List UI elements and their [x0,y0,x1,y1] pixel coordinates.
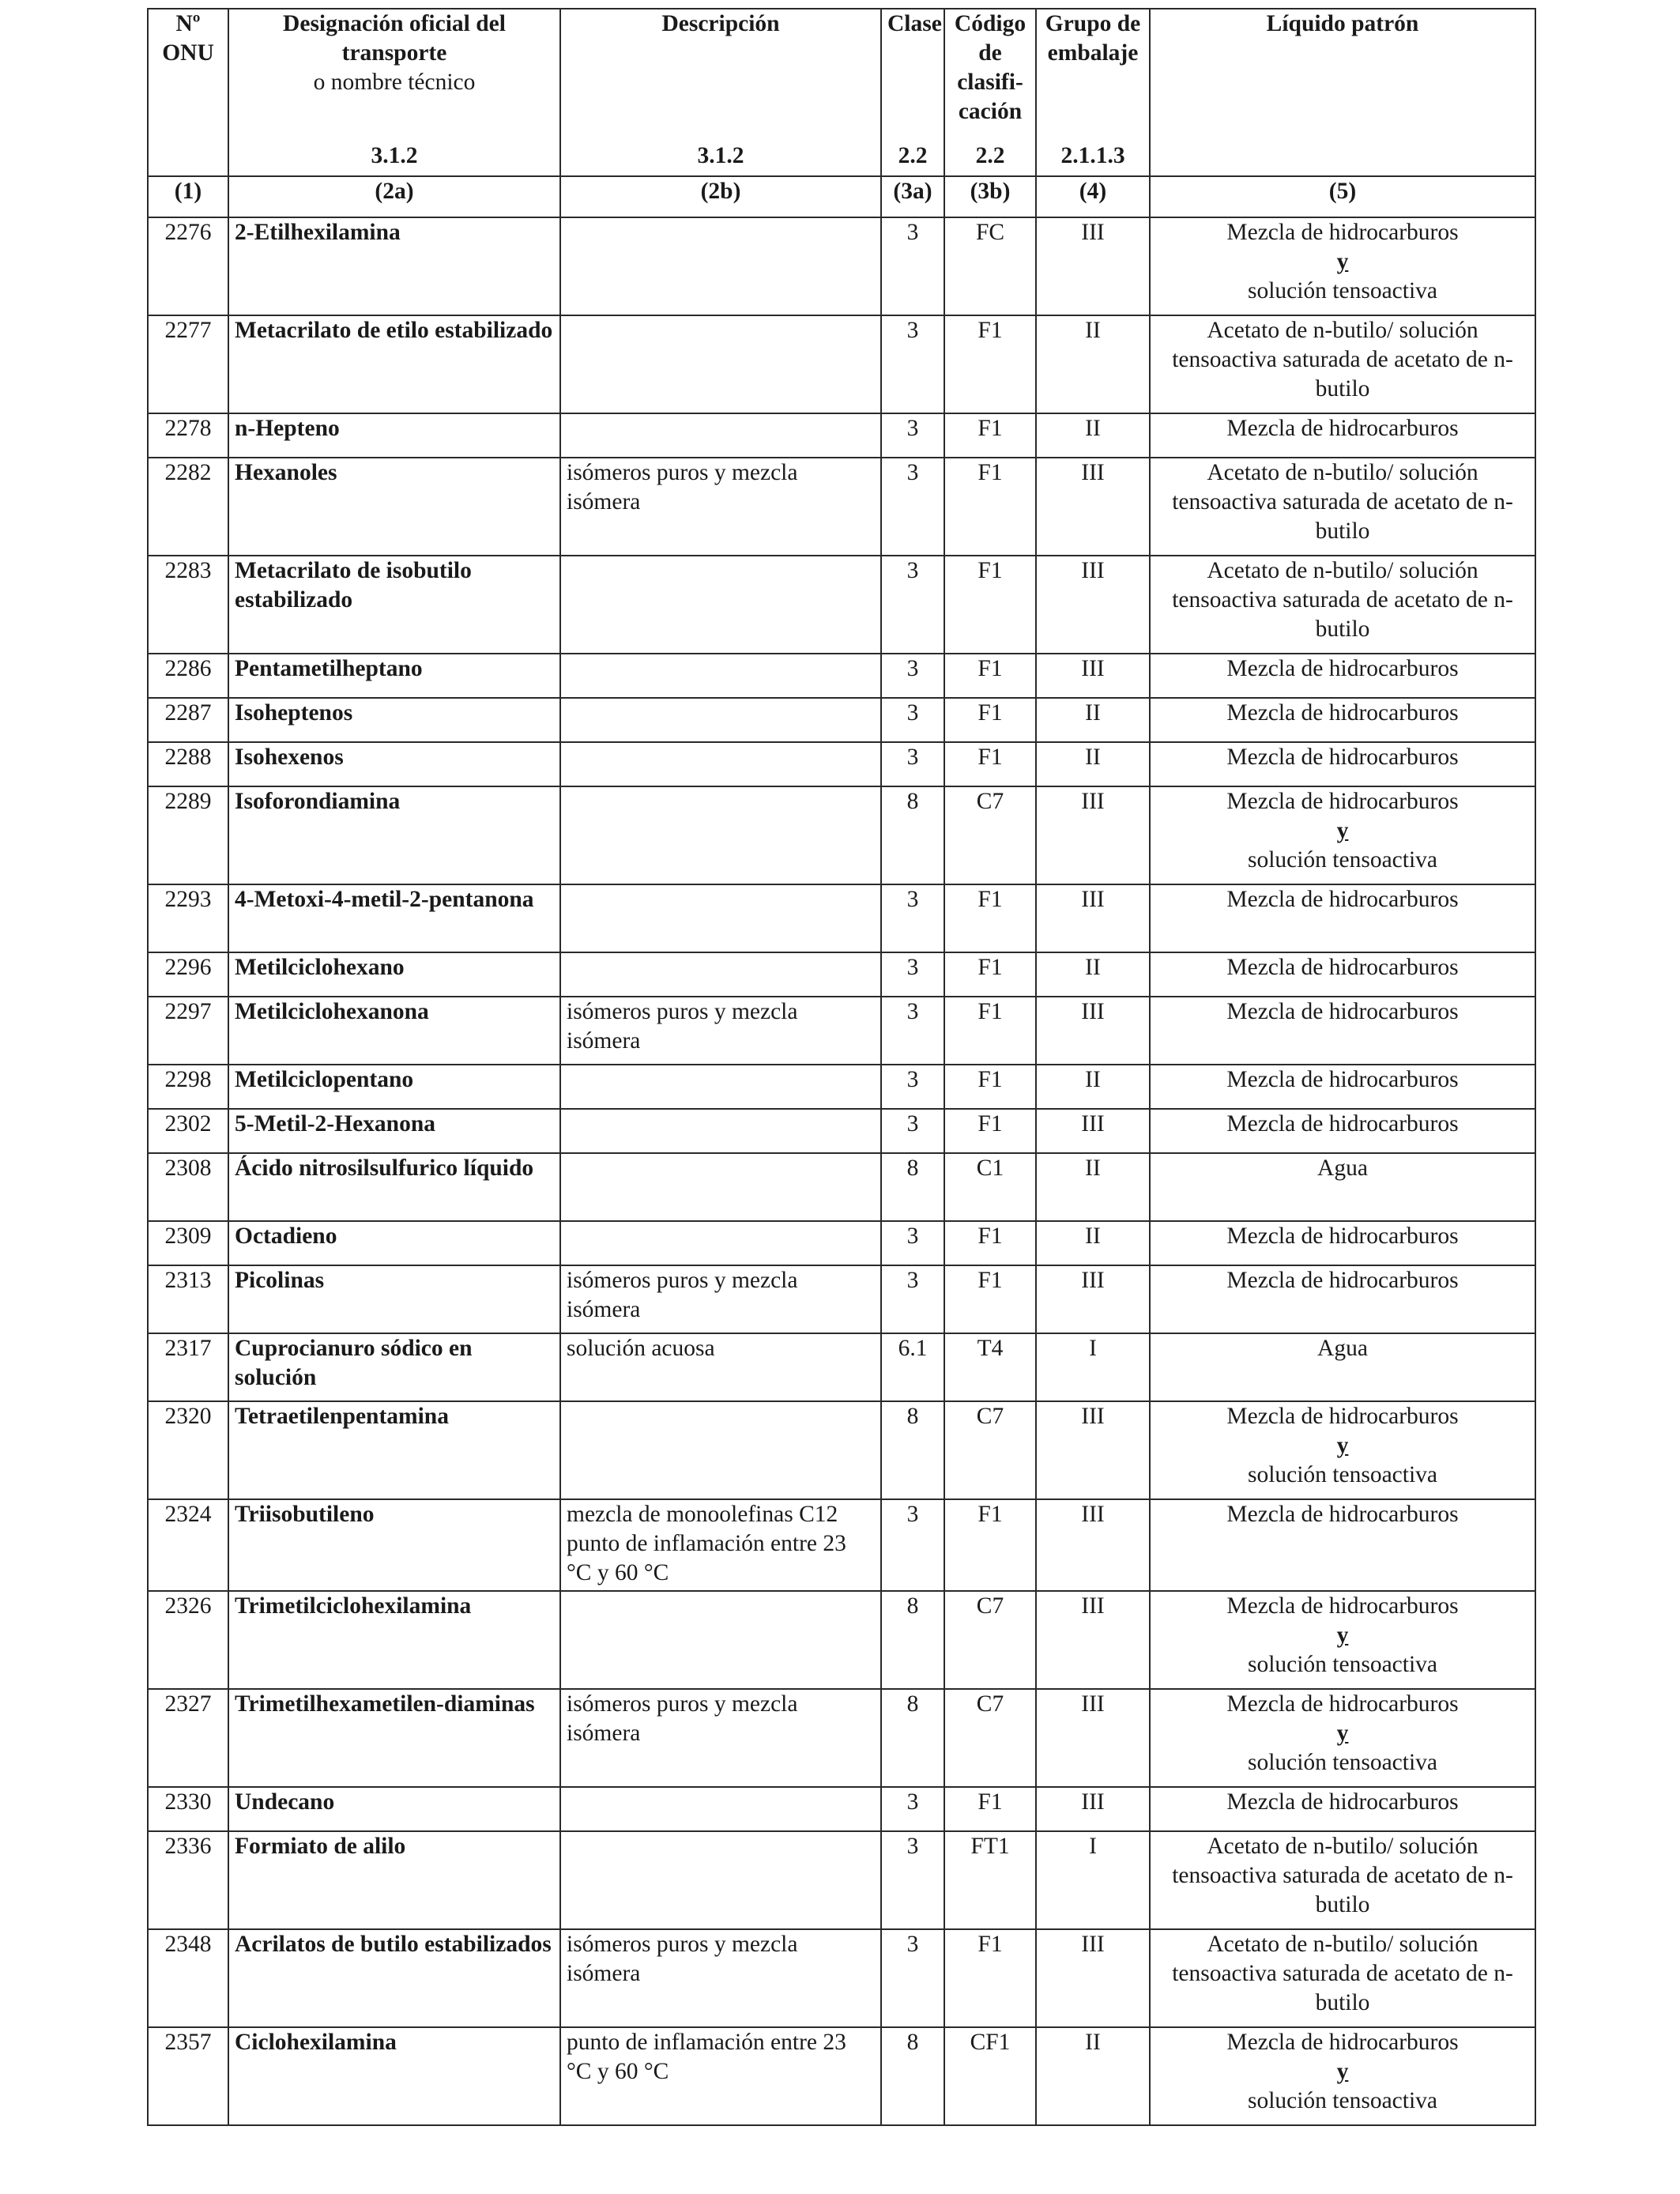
un-number-cell: 2326 [148,1591,228,1689]
un-number-cell: 2283 [148,556,228,654]
designation-cell: Trimetilciclohexilamina [228,1591,560,1689]
table-row [148,1265,1535,1333]
standard-liquid-cell [1150,1221,1535,1265]
un-number-cell: 2278 [148,413,228,458]
designation-cell: Cuprocianuro sódico en solución [228,1333,560,1401]
un-number-cell: 2320 [148,1401,228,1499]
class-cell: 3 [881,884,944,952]
un-number-cell: 2298 [148,1065,228,1109]
packing-group-cell: III [1036,556,1150,654]
packing-group-cell: II [1036,413,1150,458]
standard-liquid-text: Mezcla de hidrocarburos [1226,1404,1459,1429]
description-cell [560,742,881,786]
un-number-cell: 2324 [148,1499,228,1591]
description-cell [560,1831,881,1929]
packing-group-cell: III [1036,997,1150,1065]
standard-liquid-cell [1150,742,1535,786]
class-cell: 3 [881,1265,944,1333]
classification-code-cell: F1 [944,556,1036,654]
packing-group-cell: II [1036,1065,1150,1109]
conjunction-y: y [1336,1623,1349,1648]
packing-group-cell: III [1036,458,1150,556]
standard-liquid-text: solución tensoactiva [1247,278,1438,303]
standard-liquid-cell [1150,1333,1535,1401]
header-row [148,9,1535,176]
un-number-cell: 2348 [148,1929,228,2027]
conjunction-y: y [1336,1433,1349,1458]
table-row [148,413,1535,458]
class-cell: 3 [881,654,944,698]
classification-code-cell: F1 [944,458,1036,556]
class-cell: 3 [881,742,944,786]
packing-group-cell: III [1036,1109,1150,1153]
description-cell [560,556,881,654]
class-cell: 8 [881,1401,944,1499]
packing-group-cell: II [1036,1221,1150,1265]
un-number-cell: 2282 [148,458,228,556]
header-standard-liquid: Líquido patrón [1150,9,1535,176]
standard-liquid-text: solución tensoactiva [1247,1462,1438,1487]
class-cell: 3 [881,1109,944,1153]
description-cell [560,1591,881,1689]
standard-liquid-cell [1150,1929,1535,2027]
description-cell: punto de inflamación entre 23 °C y 60 °C [560,2027,881,2125]
designation-cell: n-Hepteno [228,413,560,458]
class-cell: 3 [881,217,944,315]
standard-liquid-text: Mezcla de hidrocarburos [1226,700,1459,726]
table-row [148,315,1535,413]
standard-liquid-text: Acetato de n-butilo/ solución tensoactiva saturada de acetato de n-butilo [1172,460,1513,544]
table-row [148,2027,1535,2125]
standard-liquid-cell [1150,1265,1535,1333]
table-row [148,742,1535,786]
classification-code-cell: T4 [944,1333,1036,1401]
table-row [148,1221,1535,1265]
description-cell: isómeros puros y mezcla isómera [560,458,881,556]
standard-liquid-text: solución tensoactiva [1247,1652,1438,1677]
column-number: (4) [1036,176,1150,217]
class-cell: 8 [881,1153,944,1221]
standard-liquid-text: Mezcla de hidrocarburos [1226,1691,1459,1717]
packing-group-cell: III [1036,1689,1150,1787]
standard-liquid-text: Agua [1317,1155,1368,1181]
classification-code-cell: C1 [944,1153,1036,1221]
standard-liquid-text: Mezcla de hidrocarburos [1226,220,1459,245]
dangerous-goods-table [147,8,1536,2126]
conjunction-y: y [1336,249,1349,274]
packing-group-cell: III [1036,1265,1150,1333]
table-row [148,1499,1535,1591]
packing-group-cell: II [1036,952,1150,997]
classification-code-cell: F1 [944,315,1036,413]
description-cell [560,413,881,458]
classification-code-cell: F1 [944,1929,1036,2027]
description-cell [560,1065,881,1109]
table-row [148,458,1535,556]
standard-liquid-text: Mezcla de hidrocarburos [1226,1223,1459,1249]
description-cell [560,1401,881,1499]
table-row [148,884,1535,952]
classification-code-cell: F1 [944,1265,1036,1333]
standard-liquid-cell [1150,1831,1535,1929]
description-cell [560,1109,881,1153]
standard-liquid-text: Mezcla de hidrocarburos [1226,1111,1459,1137]
standard-liquid-cell [1150,1153,1535,1221]
designation-cell: Metacrilato de isobutilo estabilizado [228,556,560,654]
classification-code-cell: F1 [944,698,1036,742]
standard-liquid-text: Mezcla de hidrocarburos [1226,656,1459,681]
standard-liquid-text: Acetato de n-butilo/ solución tensoactiva saturada de acetato de n-butilo [1172,1932,1513,2015]
un-number-cell: 2302 [148,1109,228,1153]
table-row [148,698,1535,742]
classification-code-cell: F1 [944,952,1036,997]
column-number: (3b) [944,176,1036,217]
standard-liquid-cell [1150,1499,1535,1591]
description-cell: isómeros puros y mezcla isómera [560,1689,881,1787]
un-number-cell: 2286 [148,654,228,698]
standard-liquid-text: Mezcla de hidrocarburos [1226,789,1459,814]
designation-cell: Triisobutileno [228,1499,560,1591]
description-cell: isómeros puros y mezcla isómera [560,997,881,1065]
table-row [148,786,1535,884]
standard-liquid-cell [1150,1689,1535,1787]
conjunction-y: y [1336,1721,1349,1746]
table-row [148,1689,1535,1787]
designation-cell: Pentametilheptano [228,654,560,698]
classification-code-cell: F1 [944,1499,1036,1591]
class-cell: 3 [881,952,944,997]
classification-code-cell: C7 [944,1591,1036,1689]
column-number-row [148,176,1535,217]
table-row [148,1787,1535,1831]
class-cell: 3 [881,1065,944,1109]
designation-cell: Undecano [228,1787,560,1831]
standard-liquid-text: Acetato de n-butilo/ solución tensoactiva saturada de acetato de n-butilo [1172,318,1513,401]
designation-cell: 2-Etilhexilamina [228,217,560,315]
class-cell: 3 [881,997,944,1065]
description-cell [560,884,881,952]
class-cell: 3 [881,1787,944,1831]
classification-code-cell: F1 [944,1065,1036,1109]
description-cell [560,1787,881,1831]
description-cell [560,217,881,315]
packing-group-cell: III [1036,786,1150,884]
packing-group-cell: II [1036,1153,1150,1221]
standard-liquid-text: solución tensoactiva [1247,847,1438,873]
standard-liquid-text: Mezcla de hidrocarburos [1226,1789,1459,1815]
description-cell [560,654,881,698]
header-un-number: Nº ONU [148,9,228,176]
un-number-cell: 2308 [148,1153,228,1221]
table-row [148,952,1535,997]
classification-code-cell: CF1 [944,2027,1036,2125]
class-cell: 3 [881,413,944,458]
standard-liquid-cell [1150,698,1535,742]
un-number-cell: 2276 [148,217,228,315]
table-body [148,217,1535,2125]
un-number-cell: 2336 [148,1831,228,1929]
designation-cell: Acrilatos de butilo estabilizados [228,1929,560,2027]
classification-code-cell: F1 [944,1109,1036,1153]
standard-liquid-text: Mezcla de hidrocarburos [1226,887,1459,912]
header-classification-code: Código de clasifi-cación 2.2 [944,9,1036,176]
standard-liquid-cell [1150,556,1535,654]
description-cell: isómeros puros y mezcla isómera [560,1929,881,2027]
designation-cell: Metilciclohexano [228,952,560,997]
header-packing-group: Grupo de embalaje 2.1.1.3 [1036,9,1150,176]
description-cell: mezcla de monoolefinas C12 punto de inflamación entre 23 °C y 60 °C [560,1499,881,1591]
standard-liquid-text: Acetato de n-butilo/ solución tensoactiva saturada de acetato de n-butilo [1172,558,1513,642]
column-number: (2b) [560,176,881,217]
designation-cell: Isoheptenos [228,698,560,742]
conjunction-y: y [1336,2059,1349,2084]
standard-liquid-cell [1150,1787,1535,1831]
column-number: (3a) [881,176,944,217]
standard-liquid-cell [1150,1401,1535,1499]
classification-code-cell: F1 [944,413,1036,458]
un-number-cell: 2277 [148,315,228,413]
class-cell: 3 [881,1831,944,1929]
un-number-cell: 2309 [148,1221,228,1265]
classification-code-cell: FC [944,217,1036,315]
table-row [148,1401,1535,1499]
class-cell: 8 [881,1689,944,1787]
designation-cell: Metilciclohexanona [228,997,560,1065]
class-cell: 8 [881,786,944,884]
class-cell: 6.1 [881,1333,944,1401]
table-row [148,1591,1535,1689]
class-cell: 3 [881,556,944,654]
un-number-cell: 2289 [148,786,228,884]
un-number-cell: 2296 [148,952,228,997]
conjunction-y: y [1336,818,1349,843]
designation-cell: Metilciclopentano [228,1065,560,1109]
un-number-cell: 2293 [148,884,228,952]
standard-liquid-cell [1150,997,1535,1065]
packing-group-cell: III [1036,1591,1150,1689]
description-cell [560,1221,881,1265]
header-description: Descripción 3.1.2 [560,9,881,176]
un-number-cell: 2327 [148,1689,228,1787]
packing-group-cell: III [1036,884,1150,952]
standard-liquid-text: Agua [1317,1336,1368,1361]
standard-liquid-text: Mezcla de hidrocarburos [1226,999,1459,1024]
standard-liquid-cell [1150,952,1535,997]
standard-liquid-text: Mezcla de hidrocarburos [1226,1502,1459,1527]
un-number-cell: 2317 [148,1333,228,1401]
un-number-cell: 2330 [148,1787,228,1831]
designation-cell: 4-Metoxi-4-metil-2-pentanona [228,884,560,952]
packing-group-cell: I [1036,1831,1150,1929]
packing-group-cell: II [1036,2027,1150,2125]
standard-liquid-cell [1150,654,1535,698]
designation-cell: 5-Metil-2-Hexanona [228,1109,560,1153]
classification-code-cell: F1 [944,654,1036,698]
column-number: (5) [1150,176,1535,217]
standard-liquid-cell [1150,217,1535,315]
standard-liquid-text: Mezcla de hidrocarburos [1226,416,1459,441]
description-cell [560,315,881,413]
classification-code-cell: F1 [944,997,1036,1065]
header-class: Clase 2.2 [881,9,944,176]
description-cell [560,786,881,884]
standard-liquid-cell [1150,786,1535,884]
designation-cell: Isoforondiamina [228,786,560,884]
description-cell [560,952,881,997]
packing-group-cell: II [1036,698,1150,742]
standard-liquid-cell [1150,1109,1535,1153]
designation-cell: Isohexenos [228,742,560,786]
class-cell: 8 [881,1591,944,1689]
classification-code-cell: F1 [944,884,1036,952]
classification-code-cell: F1 [944,1787,1036,1831]
table-row [148,556,1535,654]
classification-code-cell: FT1 [944,1831,1036,1929]
un-number-cell: 2297 [148,997,228,1065]
table-row [148,654,1535,698]
designation-cell: Ciclohexilamina [228,2027,560,2125]
standard-liquid-text: solución tensoactiva [1247,1750,1438,1775]
standard-liquid-cell [1150,458,1535,556]
designation-cell: Hexanoles [228,458,560,556]
class-cell: 3 [881,315,944,413]
table-row [148,217,1535,315]
standard-liquid-text: Acetato de n-butilo/ solución tensoactiva saturada de acetato de n-butilo [1172,1834,1513,1917]
designation-cell: Metacrilato de etilo estabilizado [228,315,560,413]
packing-group-cell: III [1036,1787,1150,1831]
standard-liquid-text: Mezcla de hidrocarburos [1226,745,1459,770]
packing-group-cell: III [1036,217,1150,315]
description-cell: solución acuosa [560,1333,881,1401]
table-row [148,1109,1535,1153]
table-row [148,1831,1535,1929]
un-number-cell: 2288 [148,742,228,786]
standard-liquid-text: Mezcla de hidrocarburos [1226,1593,1459,1619]
classification-code-cell: C7 [944,1401,1036,1499]
table-row [148,1929,1535,2027]
designation-cell: Picolinas [228,1265,560,1333]
table-row [148,1065,1535,1109]
designation-cell: Ácido nitrosilsulfurico líquido [228,1153,560,1221]
classification-code-cell: F1 [944,742,1036,786]
standard-liquid-text: Mezcla de hidrocarburos [1226,1268,1459,1293]
standard-liquid-text: Mezcla de hidrocarburos [1226,1067,1459,1092]
classification-code-cell: C7 [944,786,1036,884]
standard-liquid-cell [1150,315,1535,413]
table-row [148,1153,1535,1221]
description-cell: isómeros puros y mezcla isómera [560,1265,881,1333]
packing-group-cell: III [1036,654,1150,698]
packing-group-cell: II [1036,742,1150,786]
un-number-cell: 2287 [148,698,228,742]
designation-cell: Formiato de alilo [228,1831,560,1929]
un-number-cell: 2313 [148,1265,228,1333]
table-row [148,1333,1535,1401]
column-number: (2a) [228,176,560,217]
standard-liquid-text: Mezcla de hidrocarburos [1226,955,1459,980]
class-cell: 8 [881,2027,944,2125]
standard-liquid-cell [1150,884,1535,952]
standard-liquid-text: Mezcla de hidrocarburos [1226,2030,1459,2055]
class-cell: 3 [881,1221,944,1265]
description-cell [560,1153,881,1221]
designation-cell: Octadieno [228,1221,560,1265]
description-cell [560,698,881,742]
class-cell: 3 [881,1929,944,2027]
class-cell: 3 [881,698,944,742]
header-designation: Designación oficial del transporte o nombre técnico 3.1.2 [228,9,560,176]
class-cell: 3 [881,458,944,556]
packing-group-cell: II [1036,315,1150,413]
classification-code-cell: C7 [944,1689,1036,1787]
packing-group-cell: III [1036,1499,1150,1591]
classification-code-cell: F1 [944,1221,1036,1265]
designation-cell: Trimetilhexametilen-diaminas [228,1689,560,1787]
un-number-cell: 2357 [148,2027,228,2125]
designation-cell: Tetraetilenpentamina [228,1401,560,1499]
packing-group-cell: I [1036,1333,1150,1401]
column-number: (1) [148,176,228,217]
standard-liquid-cell [1150,413,1535,458]
standard-liquid-cell [1150,2027,1535,2125]
standard-liquid-cell [1150,1591,1535,1689]
packing-group-cell: III [1036,1929,1150,2027]
packing-group-cell: III [1036,1401,1150,1499]
class-cell: 3 [881,1499,944,1591]
standard-liquid-cell [1150,1065,1535,1109]
standard-liquid-text: solución tensoactiva [1247,2088,1438,2113]
table-row [148,997,1535,1065]
